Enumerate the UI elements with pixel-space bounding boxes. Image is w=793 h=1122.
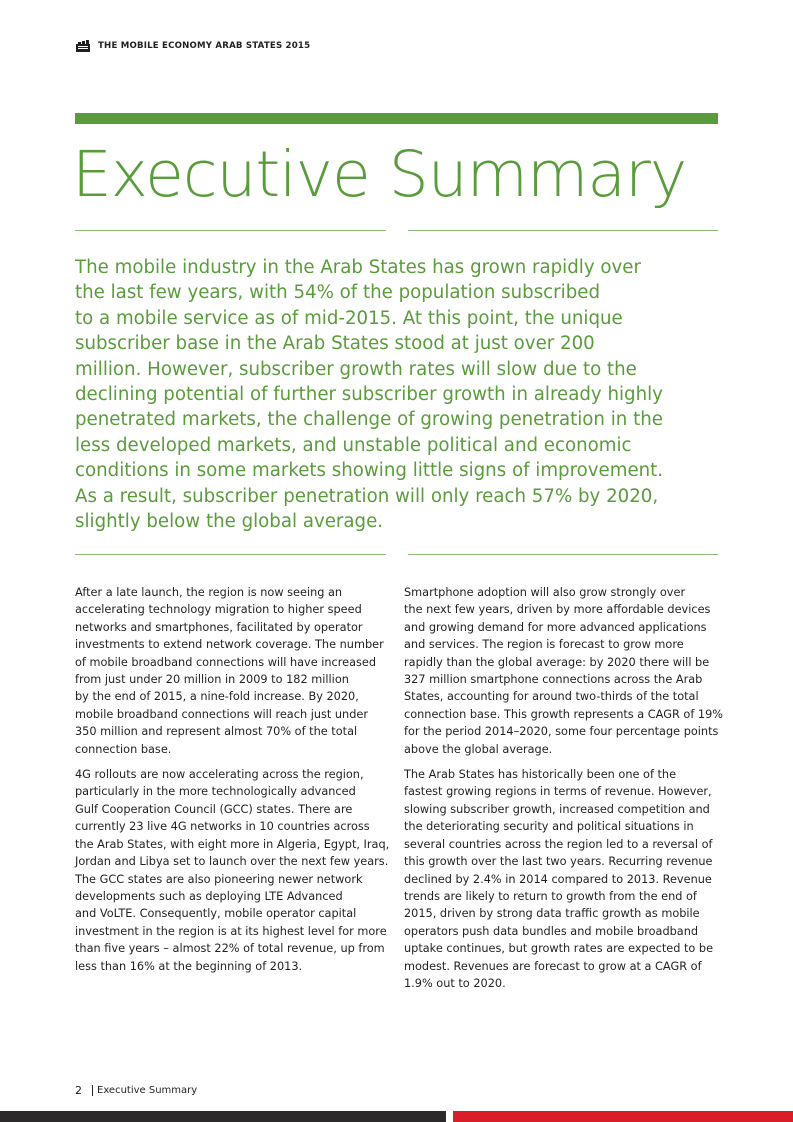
text-line: declined by 2.4% in 2014 compared to 2013. Revenue <box>404 872 712 886</box>
page-title: Executive Summary <box>72 138 687 211</box>
text-line: connection base. This growth represents a CAGR of 19% <box>404 707 723 721</box>
lead-line: to a mobile service as of mid-2015. At this point, the unique <box>75 307 623 329</box>
lead-line: subscriber base in the Arab States stood at just over 200 <box>75 333 595 355</box>
text-line: than five years – almost 22% of total revenue, up from <box>75 942 385 956</box>
footer-dark-bar <box>0 1111 446 1122</box>
text-line: After a late launch, the region is now seeing an <box>75 586 343 599</box>
lead-line: penetrated markets, the challenge of growing penetration in the <box>75 409 663 431</box>
text-line: connection base. <box>75 742 172 756</box>
lead-line: the last few years, with 54% of the population subscribed <box>75 282 600 304</box>
text-line: investments to extend network coverage. The number <box>75 638 384 652</box>
text-line: fastest growing regions in terms of revenue. However, <box>404 785 712 799</box>
text-line: several countries across the region led to a reversal of <box>404 837 713 851</box>
text-line: Gulf Cooperation Council (GCC) states. There are <box>75 802 353 816</box>
text-line: 4G rollouts are now accelerating across the region, <box>75 768 364 782</box>
text-line: rapidly than the global average: by 2020 there will be <box>404 655 710 669</box>
body-paragraph <box>404 584 724 758</box>
lead-line: The mobile industry in the Arab States has grown rapidly over <box>75 257 641 278</box>
lead-line: million. However, subscriber growth rates will slow due to the <box>75 358 637 380</box>
text-line: accelerating technology migration to higher speed <box>75 603 362 617</box>
text-line: and services. The region is forecast to grow more <box>404 638 684 652</box>
right-column <box>404 584 724 1000</box>
text-line: The GCC states are also pioneering newer network <box>75 872 363 886</box>
text-line: for the period 2014–2020, some four percentage points <box>404 725 719 739</box>
title-accent-bar <box>75 113 718 124</box>
lead-line: less developed markets, and unstable political and economic <box>75 434 632 456</box>
body-paragraph <box>75 766 395 975</box>
text-line: and VoLTE. Consequently, mobile operator capital <box>75 907 357 921</box>
gsma-logo-icon <box>76 40 90 52</box>
text-line: 350 million and represent almost 70% of the total <box>75 725 358 739</box>
lead-line: slightly below the global average. <box>75 511 384 533</box>
text-line: above the global average. <box>404 742 553 756</box>
divider <box>75 230 386 231</box>
footer-red-bar <box>453 1111 793 1122</box>
lead-line: As a result, subscriber penetration will only reach 57% by 2020, <box>75 485 659 507</box>
page-number: 2 <box>75 1084 82 1097</box>
text-line: this growth over the last two years. Recurring revenue <box>404 855 713 869</box>
text-line: developments such as deploying LTE Advanced <box>75 889 343 903</box>
text-line: trends are likely to return to growth from the end of <box>404 889 697 903</box>
text-line: networks and smartphones, facilitated by operator <box>75 620 363 634</box>
text-line: operators push data bundles and mobile broadband <box>404 924 699 938</box>
text-line: of mobile broadband connections will have increased <box>75 655 377 669</box>
text-line: uptake continues, but growth rates are expected to be <box>404 942 714 956</box>
header-title: THE MOBILE ECONOMY ARAB STATES 2015 <box>98 41 311 51</box>
text-line: mobile broadband connections will reach just under <box>75 707 368 721</box>
text-line: modest. Revenues are forecast to grow at a CAGR of <box>404 959 702 973</box>
text-line: 2015, driven by strong data traffic growth as mobile <box>404 907 700 921</box>
text-line: 327 million smartphone connections across the Arab <box>404 673 703 687</box>
text-line: from just under 20 million in 2009 to 182 million <box>75 673 349 687</box>
text-line: The Arab States has historically been one of the <box>404 768 677 782</box>
text-line: the deteriorating security and political situations in <box>404 820 694 834</box>
divider <box>408 230 718 231</box>
divider <box>408 554 718 555</box>
divider <box>75 554 386 555</box>
text-line: Smartphone adoption will also grow strongly over <box>404 586 686 599</box>
running-header <box>76 39 310 53</box>
lead-paragraph <box>75 255 735 534</box>
text-line: particularly in the more technologically advanced <box>75 785 356 799</box>
page-footer <box>75 1084 197 1097</box>
text-line: 1.9% out to 2020. <box>404 976 506 990</box>
body-paragraph <box>75 584 395 758</box>
text-line: by the end of 2015, a nine-fold increase. By 2020, <box>75 690 359 704</box>
text-line: the Arab States, with eight more in Algeria, Egypt, Iraq, <box>75 837 390 851</box>
text-line: currently 23 live 4G networks in 10 countries across <box>75 820 370 834</box>
text-line: less than 16% at the beginning of 2013. <box>75 959 303 973</box>
lead-line: conditions in some markets showing little signs of improvement. <box>75 460 664 482</box>
lead-line: declining potential of further subscriber growth in already highly <box>75 384 663 406</box>
footer-separator <box>92 1085 93 1096</box>
text-line: Jordan and Libya set to launch over the next few years. <box>75 855 389 869</box>
footer-section-label: Executive Summary <box>97 1085 198 1096</box>
text-line: investment in the region is at its highest level for more <box>75 924 387 938</box>
text-line: States, accounting for around two-thirds of the total <box>404 690 699 704</box>
text-line: the next few years, driven by more affordable devices <box>404 603 711 617</box>
text-line: and growing demand for more advanced applications <box>404 620 707 634</box>
left-column <box>75 584 395 983</box>
body-paragraph <box>404 766 724 992</box>
text-line: slowing subscriber growth, increased competition and <box>404 802 710 816</box>
